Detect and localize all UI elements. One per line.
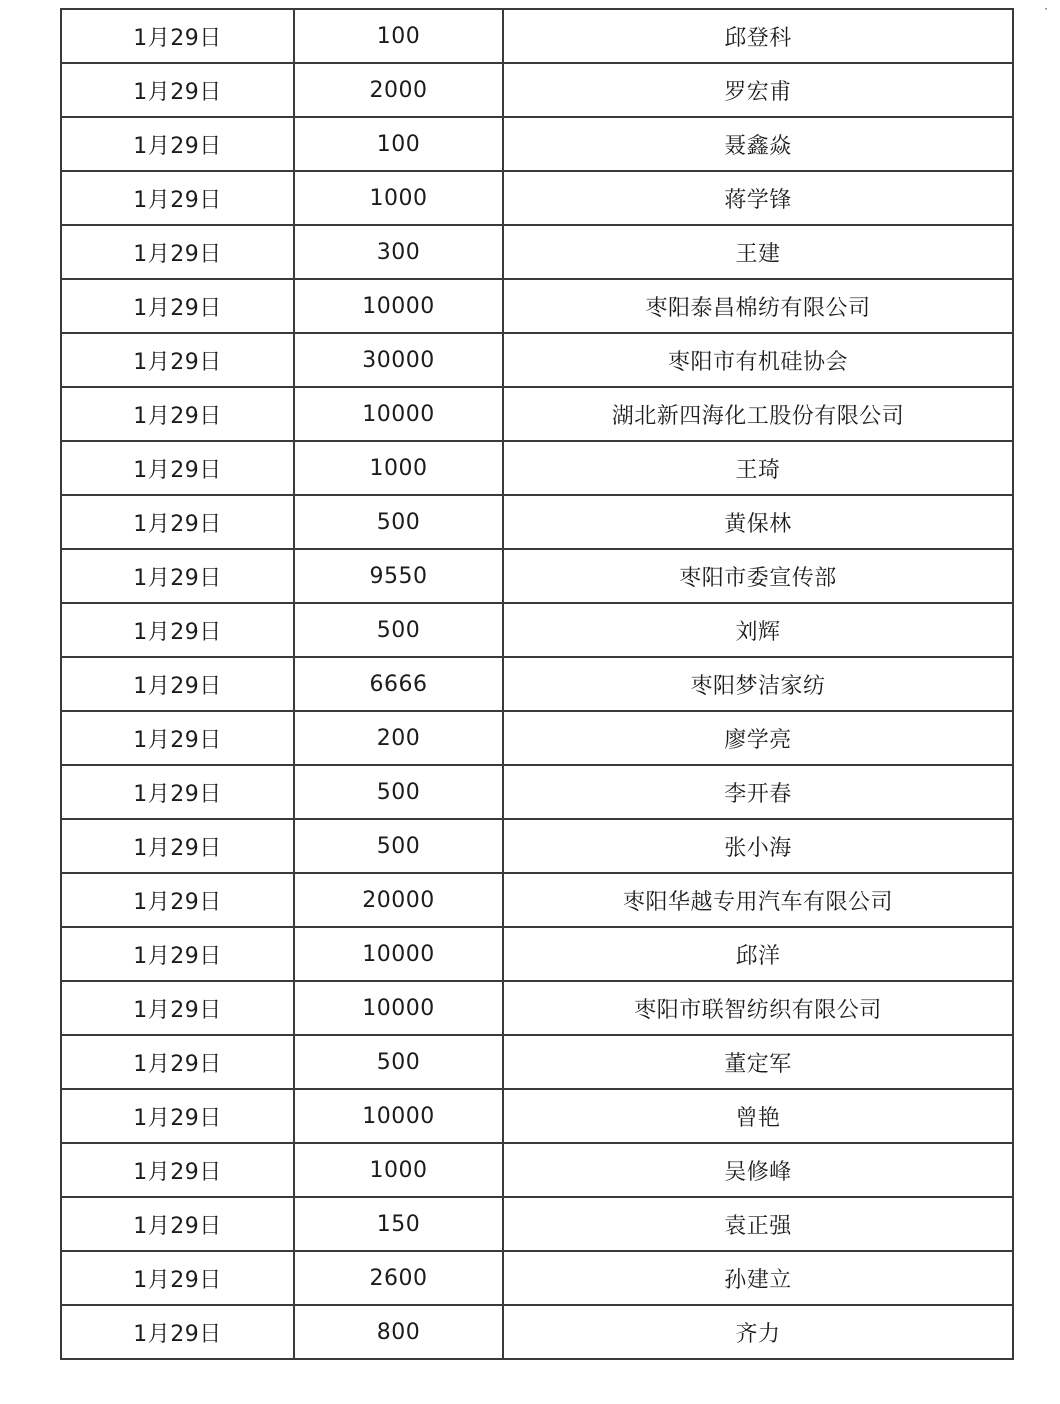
donor-cell: 张小海	[503, 819, 1013, 873]
amount-cell: 800	[294, 1305, 503, 1359]
donor-cell: 邱登科	[503, 9, 1013, 63]
date-cell: 1月29日	[61, 765, 294, 819]
table-row	[61, 1251, 1013, 1305]
table-row	[61, 873, 1013, 927]
table-row	[61, 225, 1013, 279]
table-row	[61, 279, 1013, 333]
amount-cell: 500	[294, 819, 503, 873]
donor-cell: 王建	[503, 225, 1013, 279]
amount-cell: 1000	[294, 1143, 503, 1197]
date-cell: 1月29日	[61, 225, 294, 279]
donor-cell: 李开春	[503, 765, 1013, 819]
table-row	[61, 63, 1013, 117]
donor-cell: 廖学亮	[503, 711, 1013, 765]
table-row	[61, 387, 1013, 441]
amount-cell: 500	[294, 765, 503, 819]
donor-cell: 王琦	[503, 441, 1013, 495]
date-cell: 1月29日	[61, 549, 294, 603]
date-cell: 1月29日	[61, 981, 294, 1035]
donor-cell: 罗宏甫	[503, 63, 1013, 117]
donation-table-container	[60, 8, 1012, 1360]
date-cell: 1月29日	[61, 441, 294, 495]
donor-cell: 蒋学锋	[503, 171, 1013, 225]
amount-cell: 10000	[294, 927, 503, 981]
date-cell: 1月29日	[61, 711, 294, 765]
amount-cell: 10000	[294, 981, 503, 1035]
date-cell: 1月29日	[61, 927, 294, 981]
donor-cell: 黄保林	[503, 495, 1013, 549]
donor-cell: 枣阳华越专用汽车有限公司	[503, 873, 1013, 927]
table-row	[61, 1035, 1013, 1089]
table-row	[61, 117, 1013, 171]
table-row	[61, 765, 1013, 819]
donation-table	[60, 8, 1014, 1360]
donor-cell: 曾艳	[503, 1089, 1013, 1143]
table-row	[61, 333, 1013, 387]
table-row	[61, 1143, 1013, 1197]
donor-cell: 枣阳市委宣传部	[503, 549, 1013, 603]
amount-cell: 500	[294, 1035, 503, 1089]
amount-cell: 30000	[294, 333, 503, 387]
amount-cell: 2000	[294, 63, 503, 117]
donor-cell: 袁正强	[503, 1197, 1013, 1251]
date-cell: 1月29日	[61, 63, 294, 117]
donor-cell: 枣阳市有机硅协会	[503, 333, 1013, 387]
table-row	[61, 657, 1013, 711]
table-row	[61, 1305, 1013, 1359]
donor-cell: 湖北新四海化工股份有限公司	[503, 387, 1013, 441]
date-cell: 1月29日	[61, 657, 294, 711]
date-cell: 1月29日	[61, 1251, 294, 1305]
amount-cell: 10000	[294, 279, 503, 333]
amount-cell: 10000	[294, 1089, 503, 1143]
donor-cell: 董定军	[503, 1035, 1013, 1089]
donor-cell: 枣阳泰昌棉纺有限公司	[503, 279, 1013, 333]
date-cell: 1月29日	[61, 171, 294, 225]
amount-cell: 20000	[294, 873, 503, 927]
date-cell: 1月29日	[61, 1305, 294, 1359]
table-row	[61, 819, 1013, 873]
date-cell: 1月29日	[61, 9, 294, 63]
amount-cell: 6666	[294, 657, 503, 711]
date-cell: 1月29日	[61, 117, 294, 171]
date-cell: 1月29日	[61, 387, 294, 441]
table-row	[61, 1197, 1013, 1251]
table-row	[61, 495, 1013, 549]
amount-cell: 10000	[294, 387, 503, 441]
donor-cell: 邱洋	[503, 927, 1013, 981]
amount-cell: 200	[294, 711, 503, 765]
amount-cell: 1000	[294, 441, 503, 495]
amount-cell: 500	[294, 603, 503, 657]
corner-mark: ·	[1044, 2, 1048, 16]
donor-cell: 吴修峰	[503, 1143, 1013, 1197]
table-row	[61, 711, 1013, 765]
date-cell: 1月29日	[61, 1143, 294, 1197]
amount-cell: 9550	[294, 549, 503, 603]
table-row	[61, 927, 1013, 981]
amount-cell: 2600	[294, 1251, 503, 1305]
date-cell: 1月29日	[61, 603, 294, 657]
table-row	[61, 603, 1013, 657]
table-row	[61, 549, 1013, 603]
donor-cell: 刘辉	[503, 603, 1013, 657]
amount-cell: 500	[294, 495, 503, 549]
table-row	[61, 171, 1013, 225]
date-cell: 1月29日	[61, 333, 294, 387]
table-row	[61, 9, 1013, 63]
donor-cell: 聂鑫焱	[503, 117, 1013, 171]
donor-cell: 枣阳梦洁家纺	[503, 657, 1013, 711]
donor-cell: 孙建立	[503, 1251, 1013, 1305]
date-cell: 1月29日	[61, 495, 294, 549]
table-row	[61, 441, 1013, 495]
date-cell: 1月29日	[61, 1089, 294, 1143]
date-cell: 1月29日	[61, 279, 294, 333]
date-cell: 1月29日	[61, 873, 294, 927]
amount-cell: 150	[294, 1197, 503, 1251]
date-cell: 1月29日	[61, 1197, 294, 1251]
table-row	[61, 1089, 1013, 1143]
date-cell: 1月29日	[61, 819, 294, 873]
donor-cell: 齐力	[503, 1305, 1013, 1359]
table-body	[61, 9, 1013, 1359]
table-row	[61, 981, 1013, 1035]
amount-cell: 100	[294, 9, 503, 63]
donor-cell: 枣阳市联智纺织有限公司	[503, 981, 1013, 1035]
amount-cell: 100	[294, 117, 503, 171]
amount-cell: 1000	[294, 171, 503, 225]
amount-cell: 300	[294, 225, 503, 279]
date-cell: 1月29日	[61, 1035, 294, 1089]
